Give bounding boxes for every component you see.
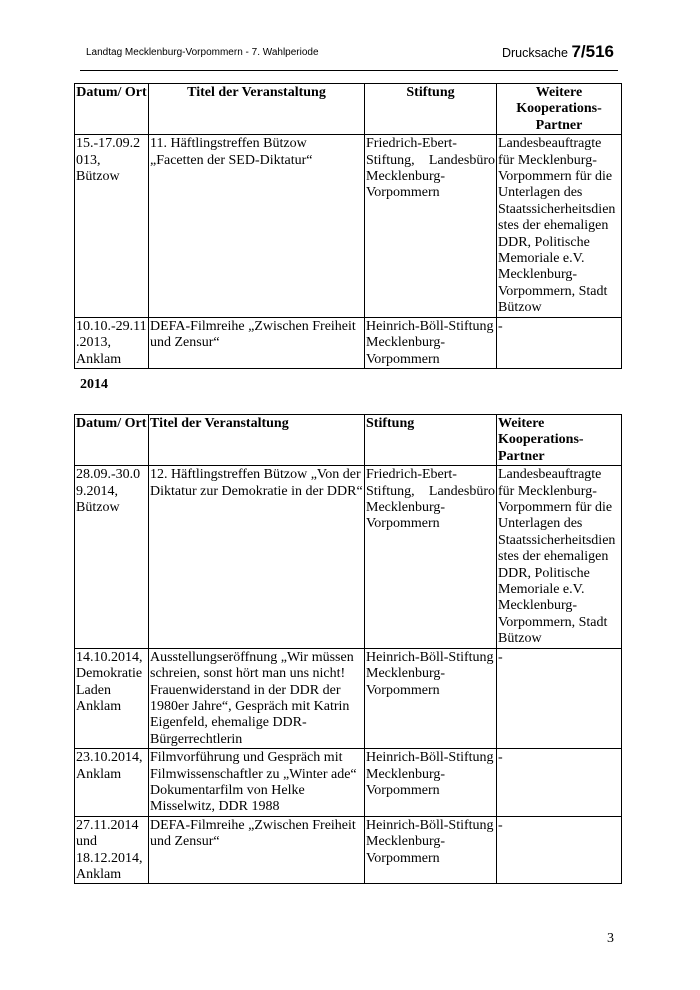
parliament-name: Landtag Mecklenburg-Vorpommern - 7. Wahlperiode [86,47,319,58]
section-year: 2014 [80,377,108,392]
cell-title: Filmvorführung und Gespräch mit Filmwissenschaftler zu „Winter ade“ Dokumentarfilm von Helke Misselwitz, DDR 1988 [149,749,365,817]
header-foundation: Stiftung [365,415,497,466]
cell-partners: - [497,317,622,368]
cell-partners: - [497,648,622,748]
document-number [502,42,614,62]
table-header-row [75,84,622,135]
cell-partners: Landesbeauftragte für Mecklenburg-Vorpommern für die Unterlagen des Staatssicherheitsdienstes der ehemaligen DDR, Politische Memoriale e.V. Mecklenburg-Vorpommern, Stadt Bützow [497,135,622,317]
table-header-row [75,415,622,466]
events-table-2014 [74,414,622,884]
cell-foundation: Friedrich-Ebert-Stiftung, Landesbüro Mecklenburg-Vorpommern [365,466,497,648]
document-number-value: 7/516 [571,42,614,61]
cell-foundation: Heinrich-Böll-Stiftung Mecklenburg-Vorpommern [365,648,497,748]
header-foundation: Stiftung [365,84,497,135]
cell-partners: - [497,816,622,884]
table-row [75,648,622,748]
cell-partners: - [497,749,622,817]
cell-title: DEFA-Filmreihe „Zwischen Freiheit und Zensur“ [149,317,365,368]
cell-date: 28.09.-30.09.2014, Bützow [75,466,149,648]
cell-date: 27.11.2014 und 18.12.2014, Anklam [75,816,149,884]
header-title: Titel der Veranstaltung [149,415,365,466]
cell-title: Ausstellungseröffnung „Wir müssen schreien, sonst hört man uns nicht! Frauenwiderstand in der DDR der 1980er Jahre“, Gespräch mit Katrin Eigenfeld, ehemalige DDR-Bürgerrechtlerin [149,648,365,748]
cell-foundation: Heinrich-Böll-Stiftung Mecklenburg-Vorpommern [365,317,497,368]
header-partners: Weitere Kooperations-Partner [497,84,622,135]
table-row [75,466,622,648]
table-row [75,749,622,817]
cell-title: DEFA-Filmreihe „Zwischen Freiheit und Zensur“ [149,816,365,884]
table-row [75,135,622,317]
cell-date: 14.10.2014, Demokratie Laden Anklam [75,648,149,748]
cell-date: 23.10.2014, Anklam [75,749,149,817]
page-number: 3 [607,931,614,946]
document-number-label: Drucksache [501,46,568,60]
table-row [75,816,622,884]
header-title: Titel der Veranstaltung [149,84,365,135]
cell-foundation: Friedrich-Ebert-Stiftung, Landesbüro Mecklenburg-Vorpommern [365,135,497,317]
header-partners: Weitere Kooperations-Partner [497,415,622,466]
header-date: Datum/ Ort [75,415,149,466]
cell-foundation: Heinrich-Böll-Stiftung Mecklenburg-Vorpommern [365,816,497,884]
events-table-2013 [74,83,622,369]
cell-partners: Landesbeauftragte für Mecklenburg-Vorpommern für die Unterlagen des Staatssicherheitsdienstes der ehemaligen DDR, Politische Memoriale e.V. Mecklenburg-Vorpommern, Stadt Bützow [497,466,622,648]
cell-foundation: Heinrich-Böll-Stiftung Mecklenburg-Vorpommern [365,749,497,817]
cell-date: 15.-17.09.2013, Bützow [75,135,149,317]
cell-title: 12. Häftlingstreffen Bützow „Von der Diktatur zur Demokratie in der DDR“ [149,466,365,648]
cell-title: 11. Häftlingstreffen Bützow „Facetten der SED-Diktatur“ [149,135,365,317]
page-header [80,40,618,71]
cell-date: 10.10.-29.11.2013, Anklam [76,318,147,367]
header-date: Datum/ Ort [75,84,149,135]
table-row [75,317,622,368]
